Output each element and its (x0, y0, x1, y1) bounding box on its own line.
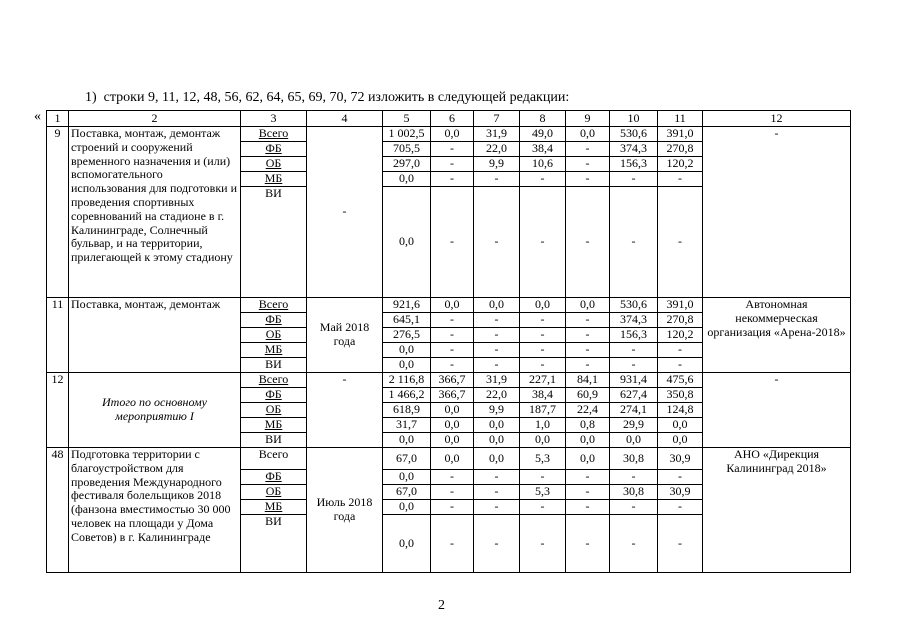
value-cell: 22,0 (474, 388, 520, 403)
value-cell: 530,6 (610, 298, 658, 313)
table-row (47, 298, 851, 313)
value-cell: 705,5 (383, 142, 431, 157)
value-cell: 0,0 (383, 187, 431, 298)
value-cell: 5,3 (520, 448, 566, 470)
col-header: 11 (658, 111, 703, 127)
value-cell: 921,6 (383, 298, 431, 313)
value-cell: - (431, 313, 474, 328)
funding-source: Всего (241, 448, 307, 470)
funding-source: ОБ (241, 328, 307, 343)
value-cell: - (610, 515, 658, 573)
intro-text: 1) строки 9, 11, 12, 48, 56, 62, 64, 65, 69, 70, 72 изложить в следующей редакции: (85, 90, 570, 105)
value-cell: 30,8 (610, 485, 658, 500)
value-cell: - (520, 500, 566, 515)
value-cell: - (474, 328, 520, 343)
row-number: 48 (47, 448, 69, 573)
funding-source: ВИ (241, 515, 307, 573)
value-cell: - (566, 358, 610, 373)
value-cell: - (520, 343, 566, 358)
measure-name: Поставка, монтаж, демонтаж строений и сооружений временного назначения и (или) вспомогательного использования для подготовки и проведения спортивных соревнований на стадионе в г. Калининграде, Солнечный бульвар, и на территории, прилегающей к этому стадиону (69, 127, 241, 298)
value-cell: - (658, 343, 703, 358)
value-cell: 475,6 (658, 373, 703, 388)
value-cell: - (566, 172, 610, 187)
value-cell: 0,0 (520, 298, 566, 313)
value-cell: - (658, 172, 703, 187)
value-cell: 10,6 (520, 157, 566, 172)
value-cell: 627,4 (610, 388, 658, 403)
value-cell: 31,9 (474, 373, 520, 388)
funding-source: ФБ (241, 470, 307, 485)
value-cell: 227,1 (520, 373, 566, 388)
value-cell: - (566, 142, 610, 157)
value-cell: 120,2 (658, 328, 703, 343)
funding-source: Всего (241, 373, 307, 388)
value-cell: 270,8 (658, 313, 703, 328)
value-cell: 274,1 (610, 403, 658, 418)
value-cell: 0,0 (383, 172, 431, 187)
value-cell: 31,9 (474, 127, 520, 142)
value-cell: 0,0 (383, 500, 431, 515)
value-cell: 120,2 (658, 157, 703, 172)
value-cell: 391,0 (658, 127, 703, 142)
value-cell: 931,4 (610, 373, 658, 388)
value-cell: 0,0 (566, 298, 610, 313)
value-cell: - (610, 187, 658, 298)
value-cell: - (520, 313, 566, 328)
value-cell: - (566, 157, 610, 172)
value-cell: - (431, 470, 474, 485)
value-cell: 530,6 (610, 127, 658, 142)
deadline-cell: - (307, 373, 383, 448)
table-row (47, 127, 851, 142)
value-cell: 276,5 (383, 328, 431, 343)
measure-name: Подготовка территории с благоустройством для проведения Международного фестиваля болельщиков 2018 (фанзона вместимостью 30 000 человек на площади у Дома Советов) в г. Калининграде (69, 448, 241, 573)
value-cell: - (658, 187, 703, 298)
value-cell: 1,0 (520, 418, 566, 433)
funding-source: МБ (241, 343, 307, 358)
value-cell: 38,4 (520, 388, 566, 403)
value-cell: - (658, 500, 703, 515)
value-cell: - (431, 187, 474, 298)
col-header: 10 (610, 111, 658, 127)
value-cell: 0,0 (474, 298, 520, 313)
value-cell: 0,0 (658, 433, 703, 448)
value-cell: 67,0 (383, 448, 431, 470)
value-cell: 30,9 (658, 448, 703, 470)
value-cell: 0,0 (383, 470, 431, 485)
value-cell: - (474, 313, 520, 328)
value-cell: 366,7 (431, 388, 474, 403)
value-cell: 374,3 (610, 313, 658, 328)
value-cell: - (658, 515, 703, 573)
col-header: 2 (69, 111, 241, 127)
value-cell: 1 466,2 (383, 388, 431, 403)
value-cell: - (431, 343, 474, 358)
value-cell: 366,7 (431, 373, 474, 388)
value-cell: - (431, 500, 474, 515)
table-row (47, 373, 851, 388)
value-cell: - (474, 172, 520, 187)
value-cell: 49,0 (520, 127, 566, 142)
value-cell: 0,0 (431, 403, 474, 418)
value-cell: - (474, 187, 520, 298)
measure-name: Поставка, монтаж, демонтаж (69, 298, 241, 373)
value-cell: - (431, 515, 474, 573)
col-header: 7 (474, 111, 520, 127)
value-cell: - (566, 485, 610, 500)
funding-source: МБ (241, 500, 307, 515)
value-cell: 0,0 (474, 418, 520, 433)
funding-source: ВИ (241, 433, 307, 448)
value-cell: - (520, 328, 566, 343)
executor-cell: Автономная некоммерческая организация «Арена-2018» (703, 298, 851, 373)
funding-source: МБ (241, 418, 307, 433)
value-cell: - (474, 500, 520, 515)
value-cell: - (610, 500, 658, 515)
value-cell: - (474, 515, 520, 573)
value-cell: - (566, 500, 610, 515)
value-cell: 0,0 (566, 448, 610, 470)
value-cell: - (566, 470, 610, 485)
value-cell: - (431, 172, 474, 187)
table-row (47, 448, 851, 470)
value-cell: - (431, 157, 474, 172)
funding-source: ВИ (241, 358, 307, 373)
value-cell: 0,0 (566, 433, 610, 448)
value-cell: 84,1 (566, 373, 610, 388)
value-cell: 0,0 (431, 418, 474, 433)
value-cell: - (610, 172, 658, 187)
value-cell: 0,0 (520, 433, 566, 448)
funding-source: ОБ (241, 157, 307, 172)
row-number: 11 (47, 298, 69, 373)
value-cell: - (610, 358, 658, 373)
value-cell: 0,0 (383, 358, 431, 373)
value-cell: - (431, 485, 474, 500)
value-cell: 156,3 (610, 328, 658, 343)
value-cell: 0,8 (566, 418, 610, 433)
value-cell: - (658, 470, 703, 485)
executor-cell: - (703, 127, 851, 298)
value-cell: 297,0 (383, 157, 431, 172)
value-cell: - (566, 313, 610, 328)
value-cell: 0,0 (431, 448, 474, 470)
value-cell: 0,0 (610, 433, 658, 448)
col-header: 12 (703, 111, 851, 127)
value-cell: 0,0 (566, 127, 610, 142)
measure-name: Итого по основному мероприятию I (69, 373, 241, 448)
value-cell: - (520, 515, 566, 573)
value-cell: 0,0 (431, 298, 474, 313)
value-cell: 38,4 (520, 142, 566, 157)
value-cell: 30,9 (658, 485, 703, 500)
col-header: 1 (47, 111, 69, 127)
col-header: 6 (431, 111, 474, 127)
value-cell: 0,0 (383, 343, 431, 358)
value-cell: 31,7 (383, 418, 431, 433)
value-cell: - (658, 358, 703, 373)
value-cell: 0,0 (474, 448, 520, 470)
program-table (46, 110, 851, 573)
row-number: 9 (47, 127, 69, 298)
deadline-cell: - (307, 127, 383, 298)
executor-cell: - (703, 373, 851, 448)
page-number: 2 (438, 598, 445, 613)
funding-source: Всего (241, 298, 307, 313)
value-cell: 645,1 (383, 313, 431, 328)
value-cell: 156,3 (610, 157, 658, 172)
value-cell: - (431, 328, 474, 343)
value-cell: - (474, 343, 520, 358)
opening-quote-mark: « (34, 109, 41, 124)
col-header: 4 (307, 111, 383, 127)
col-header: 3 (241, 111, 307, 127)
value-cell: - (431, 358, 474, 373)
value-cell: 22,0 (474, 142, 520, 157)
funding-source: ВИ (241, 187, 307, 298)
value-cell: - (520, 358, 566, 373)
value-cell: 9,9 (474, 157, 520, 172)
value-cell: 187,7 (520, 403, 566, 418)
value-cell: 0,0 (431, 433, 474, 448)
value-cell: 124,8 (658, 403, 703, 418)
value-cell: - (610, 343, 658, 358)
value-cell: - (566, 343, 610, 358)
value-cell: 0,0 (474, 433, 520, 448)
value-cell: 5,3 (520, 485, 566, 500)
value-cell: 22,4 (566, 403, 610, 418)
col-header: 5 (383, 111, 431, 127)
value-cell: 1 002,5 (383, 127, 431, 142)
deadline-cell: Июль 2018 года (307, 448, 383, 573)
header-row (47, 111, 851, 127)
deadline-cell: Май 2018 года (307, 298, 383, 373)
value-cell: - (566, 515, 610, 573)
value-cell: 60,9 (566, 388, 610, 403)
value-cell: 0,0 (658, 418, 703, 433)
value-cell: 2 116,8 (383, 373, 431, 388)
funding-source: ФБ (241, 313, 307, 328)
value-cell: - (520, 187, 566, 298)
value-cell: 618,9 (383, 403, 431, 418)
value-cell: - (566, 187, 610, 298)
value-cell: - (474, 358, 520, 373)
value-cell: - (520, 172, 566, 187)
value-cell: 270,8 (658, 142, 703, 157)
col-header: 8 (520, 111, 566, 127)
value-cell: - (431, 142, 474, 157)
value-cell: 30,8 (610, 448, 658, 470)
value-cell: - (566, 328, 610, 343)
value-cell: 350,8 (658, 388, 703, 403)
value-cell: 29,9 (610, 418, 658, 433)
col-header: 9 (566, 111, 610, 127)
funding-source: МБ (241, 172, 307, 187)
funding-source: ФБ (241, 388, 307, 403)
value-cell: - (474, 470, 520, 485)
funding-source: ФБ (241, 142, 307, 157)
value-cell: - (610, 470, 658, 485)
row-number: 12 (47, 373, 69, 448)
funding-source: ОБ (241, 403, 307, 418)
value-cell: 0,0 (431, 127, 474, 142)
value-cell: 374,3 (610, 142, 658, 157)
funding-source: Всего (241, 127, 307, 142)
value-cell: 391,0 (658, 298, 703, 313)
funding-source: ОБ (241, 485, 307, 500)
value-cell: 0,0 (383, 515, 431, 573)
value-cell: - (520, 470, 566, 485)
value-cell: - (474, 485, 520, 500)
executor-cell: АНО «Дирекция Калининград 2018» (703, 448, 851, 573)
value-cell: 0,0 (383, 433, 431, 448)
value-cell: 67,0 (383, 485, 431, 500)
value-cell: 9,9 (474, 403, 520, 418)
